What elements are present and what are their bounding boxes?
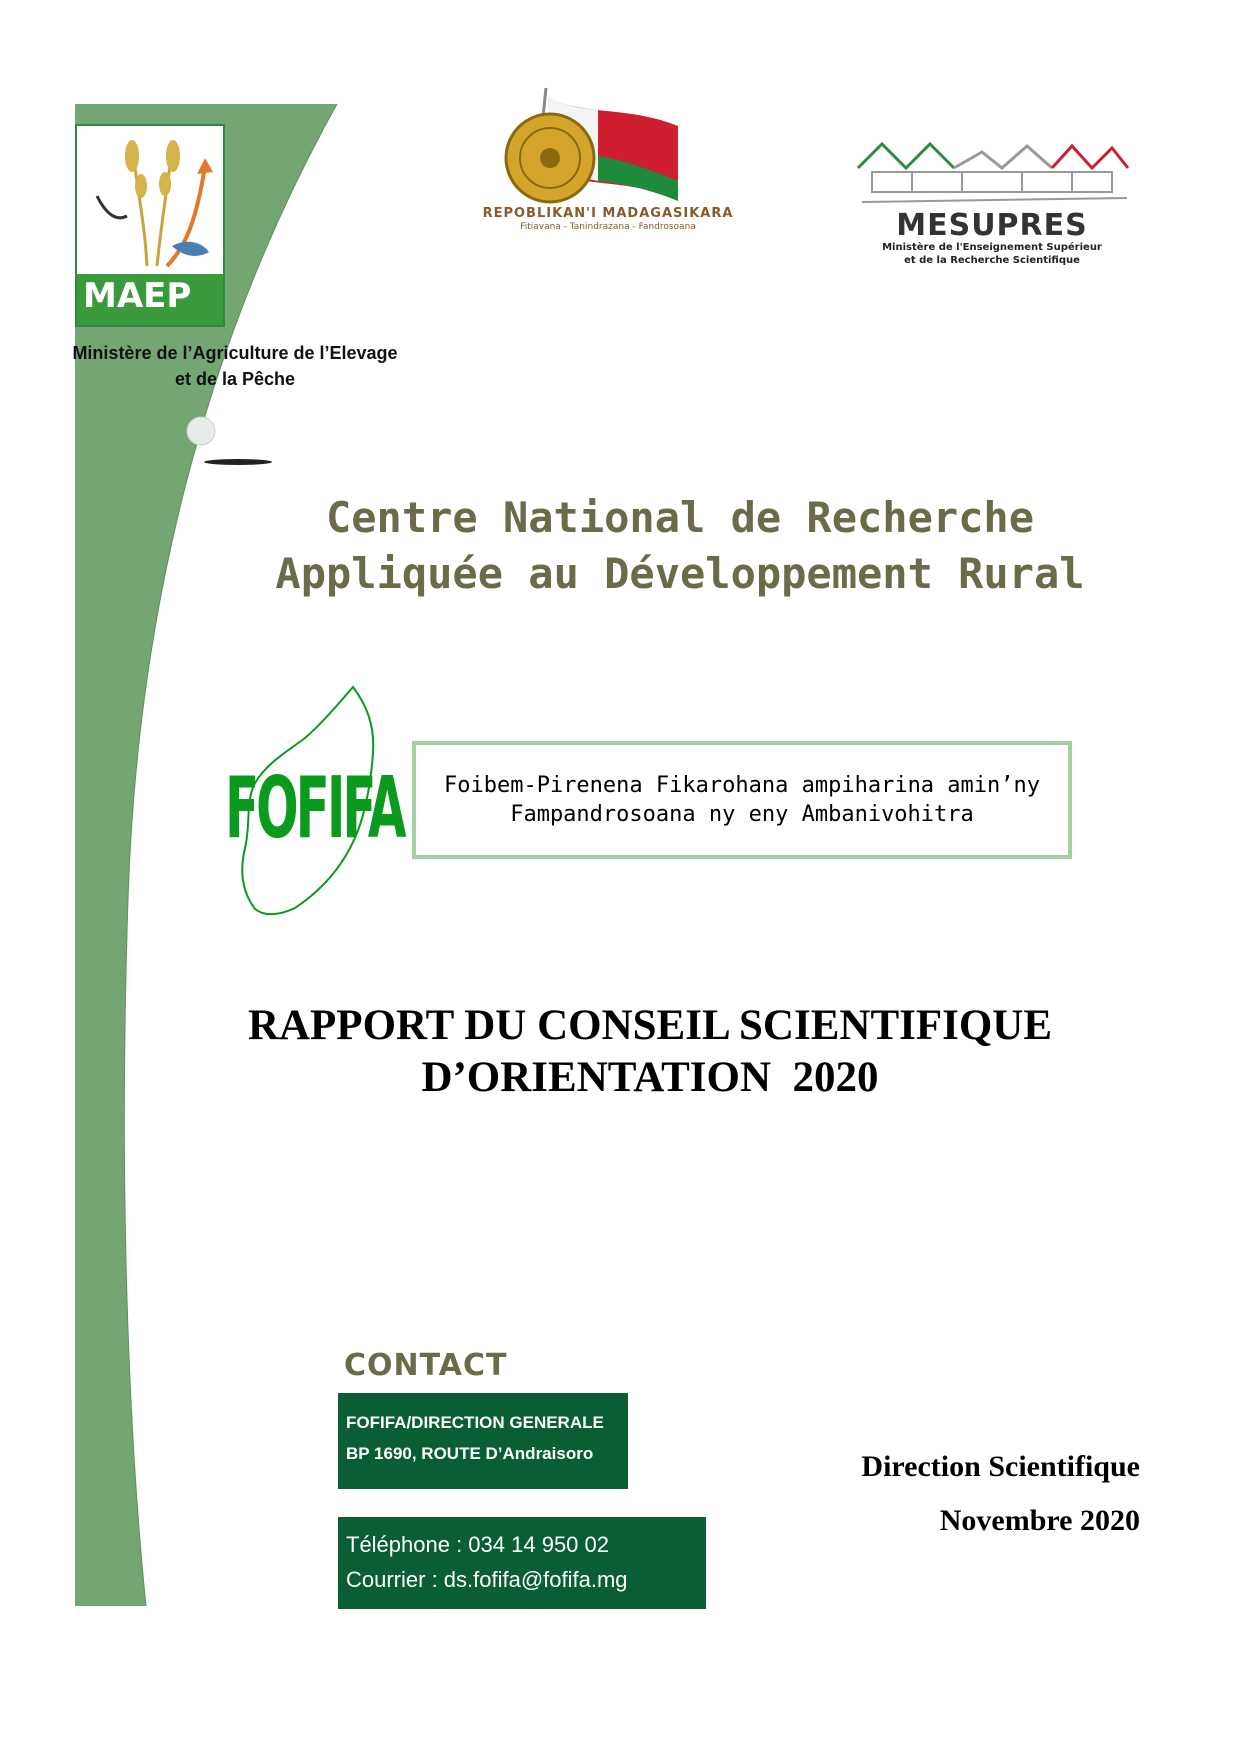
contact-address-box [338,1393,628,1489]
fofifa-logo-text: FOFIFA [225,759,404,858]
signature-date: Novembre 2020 [939,1504,1140,1537]
signature-block [780,1440,1140,1548]
center-title-line1: Centre National de Recherche [325,493,1034,542]
malagasy-name-line2: Fampandrosoana ny eny Ambanivohitra [510,802,974,827]
contact-email[interactable]: Courrier : ds.fofifa@fofifa.mg [346,1567,628,1592]
malagasy-name-line1: Foibem-Pirenena Fikarohana ampiharina amin’ny [443,773,1041,798]
republic-logo-line1: REPOBLIKAN'I MADAGASIKARA [482,206,734,221]
republic-logo [438,86,778,236]
report-title-line2: D’ORIENTATION 2020 [421,1054,879,1101]
madagascar-seal-flag-icon [438,86,778,206]
malagasy-name-box [412,741,1072,859]
contact-heading: CONTACT [344,1348,508,1383]
signature-department: Direction Scientifique [861,1450,1140,1483]
mesupres-logo-line1: Ministère de l'Enseignement Supérieur [882,242,1102,253]
maep-logo-text: MAEP [83,276,192,316]
republic-logo-line2: Fitiavana - Tanindrazana - Fandrosoana [520,222,696,232]
maep-caption-line1: Ministère de l’Agriculture de l’Elevage [72,343,398,363]
mesupres-logo [852,136,1132,276]
report-title [180,1000,1120,1104]
contact-phone: Téléphone : 034 14 950 02 [346,1532,610,1557]
mesupres-logo-name: MESUPRES [896,208,1088,243]
contact-details-box [338,1517,706,1609]
center-title-line2: Appliquée au Développement Rural [275,549,1085,598]
report-title-line1: RAPPORT DU CONSEIL SCIENTIFIQUE [247,1002,1053,1049]
contact-address-line2: BP 1690, ROUTE D’Andraisoro [346,1444,594,1463]
maep-caption-line2: et de la Pêche [174,369,296,389]
fofifa-logo [225,683,404,923]
contact-address-line1: FOFIFA/DIRECTION GENERALE [346,1413,604,1432]
maep-logo [75,124,225,327]
maep-caption [40,340,430,392]
mesupres-logo-line2: et de la Recherche Scientifique [904,255,1080,266]
center-title [200,490,1160,602]
mesupres-buildings-icon [852,136,1132,216]
